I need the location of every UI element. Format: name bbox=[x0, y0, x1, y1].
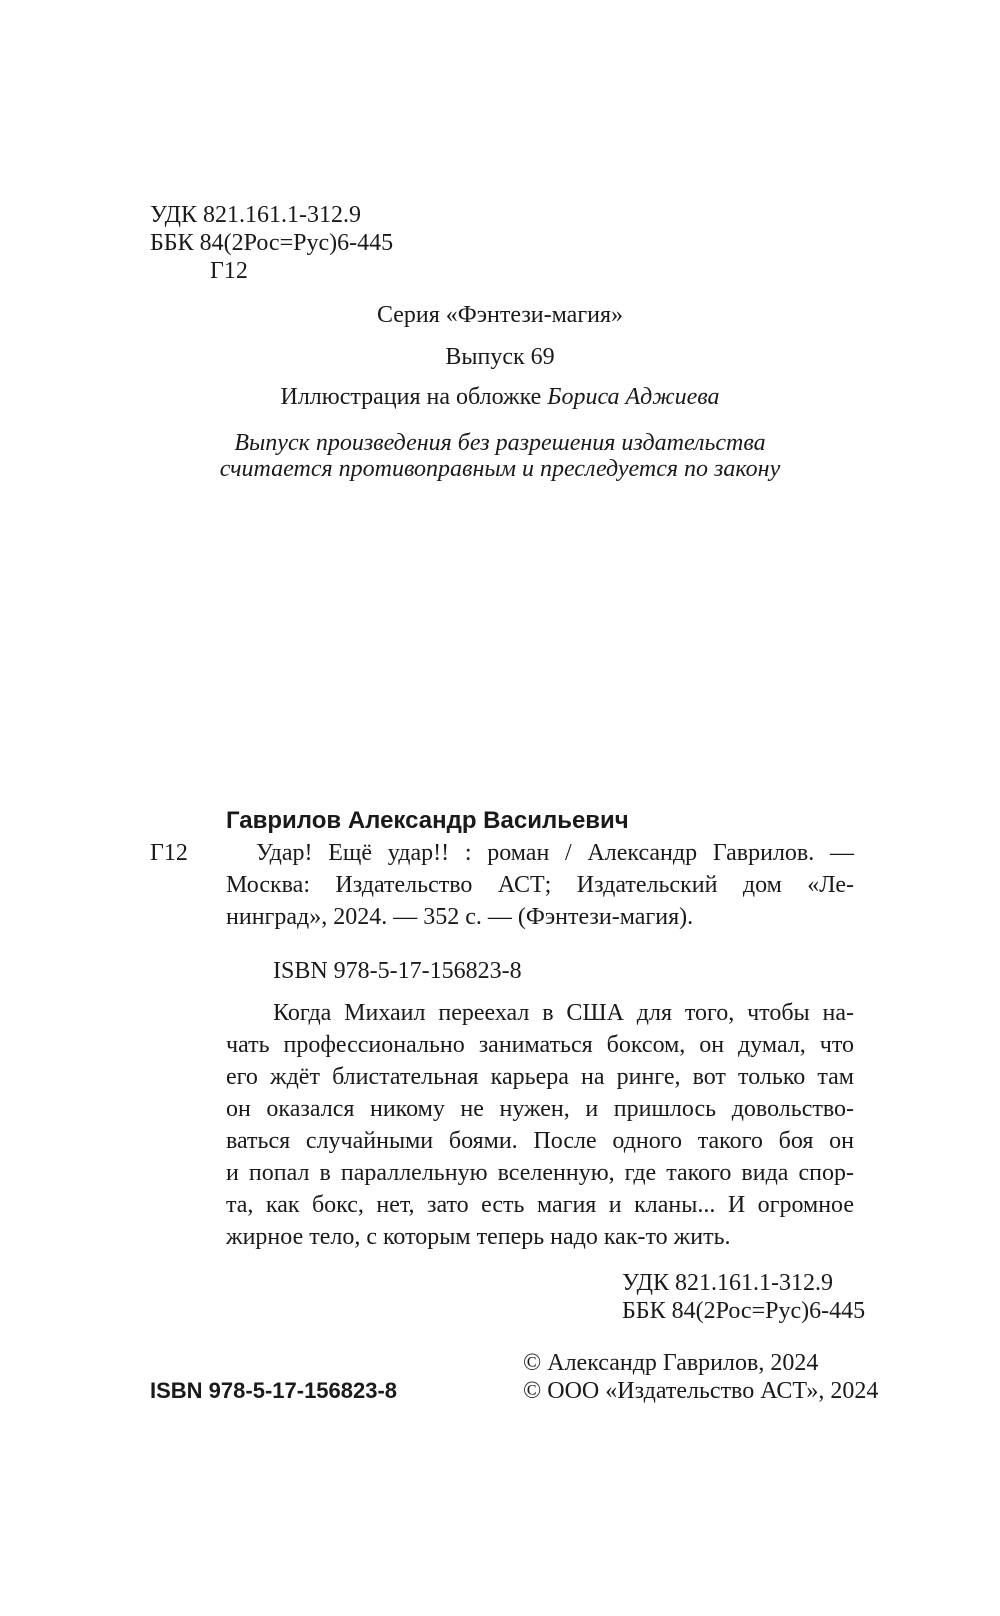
description-line-1: Удар! Ещё удар!! : роман / Александр Гаврилов. — bbox=[256, 840, 854, 866]
illustration-author: Бориса Аджиева bbox=[547, 384, 720, 410]
annotation-line: его ждёт блистательная карьера на ринге, вот только там bbox=[226, 1064, 854, 1090]
copyright-author: © Александр Гаврилов, 2024 bbox=[523, 1350, 819, 1376]
annotation-line: Когда Михаил переехал в США для того, чтобы на- bbox=[273, 1000, 854, 1026]
annotation-line: и попал в параллельную вселенную, где такого вида спор- bbox=[226, 1160, 854, 1186]
copyright-warning-line-2: считается противоправным и преследуется по закону bbox=[219, 456, 781, 482]
description-line-2: Москва: Издательство АСТ; Издательский дом «Ле- bbox=[226, 872, 854, 898]
annotation-line: он оказался никому не нужен, и пришлось довольство- bbox=[226, 1096, 854, 1122]
copyright-warning-line-1: Выпуск произведения без разрешения издательства bbox=[234, 430, 766, 456]
description-line-3: нинград», 2024. — 352 с. — (Фэнтези-магия). bbox=[226, 904, 694, 930]
catalog-bbk: ББК 84(2Рос=Рус)6-445 bbox=[622, 1298, 866, 1324]
catalog-author-mark: Г12 bbox=[150, 840, 188, 866]
series-line: Серия «Фэнтези-магия» bbox=[376, 302, 624, 328]
annotation-line: чать профессионально заниматься боксом, он думал, что bbox=[226, 1032, 854, 1058]
issue-line: Выпуск 69 bbox=[445, 344, 555, 370]
copyright-publisher: © ООО «Издательство АСТ», 2024 bbox=[523, 1378, 879, 1404]
annotation-line: жирное тело, с которым теперь надо как-то жить. bbox=[226, 1224, 731, 1250]
illustration-line bbox=[0, 382, 1000, 412]
udk-code: УДК 821.161.1-312.9 bbox=[150, 202, 361, 228]
annotation-line: ваться случайными боями. После одного такого боя он bbox=[226, 1128, 854, 1154]
author-heading: Гаврилов Александр Васильевич bbox=[226, 807, 629, 834]
illustration-prefix: Иллюстрация на обложке bbox=[280, 384, 542, 410]
isbn-line: ISBN 978-5-17-156823-8 bbox=[273, 958, 522, 984]
annotation-line: та, как бокс, нет, зато есть магия и кланы... И огромное bbox=[226, 1192, 854, 1218]
bbk-code: ББК 84(2Рос=Рус)6-445 bbox=[150, 230, 394, 256]
catalog-udk: УДК 821.161.1-312.9 bbox=[622, 1270, 833, 1296]
isbn-bold: ISBN 978-5-17-156823-8 bbox=[150, 1378, 398, 1403]
author-mark: Г12 bbox=[210, 258, 248, 284]
